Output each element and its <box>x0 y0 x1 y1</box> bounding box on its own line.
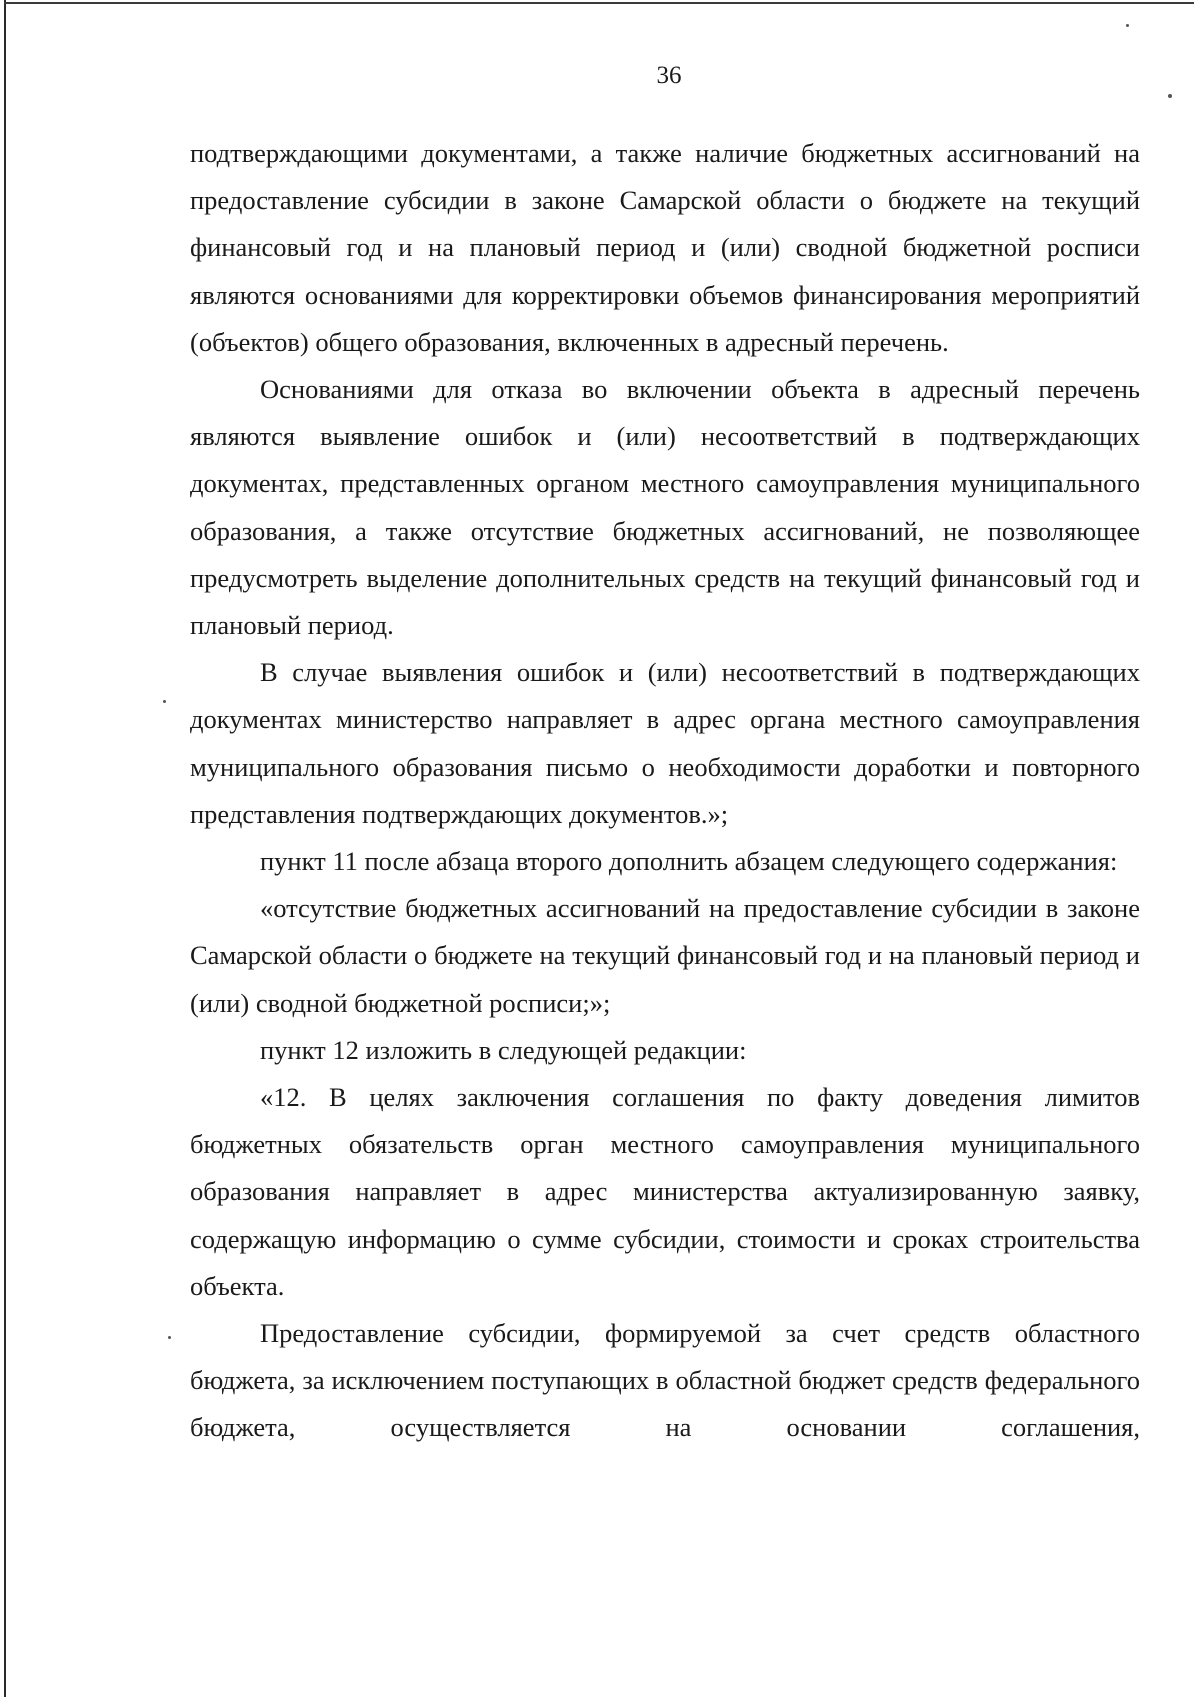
page-border-left <box>4 0 6 1697</box>
page-number: 36 <box>656 62 682 89</box>
paragraph-quote-absence: «отсутствие бюджетных ассигнований на предоставление субсидии в законе Самарской области о бюджете на текущий финансовый год и на плановый период и (или) сводной бюджетной росписи;»; <box>190 893 1140 1018</box>
paragraph-quote-12: «12. В целях заключения соглашения по факту доведения лимитов бюджетных обязательств орган местного самоуправления муниципального образования направляет в адрес министерства актуализированную заявку, содержащую информацию о сумме субсидии, стоимости и сроках строительства объекта. <box>190 1082 1140 1301</box>
paragraph-subsidy-provision: Предоставление субсидии, формируемой за счет средств областного бюджета, за исключением поступающих в областной бюджет средств федерального бюджета, осуществляется на основании соглашения, <box>190 1318 1140 1443</box>
scan-speck <box>163 700 166 703</box>
document-body <box>190 130 1140 1452</box>
paragraph-errors-case: В случае выявления ошибок и (или) несоответствий в подтверждающих документах министерство направляет в адрес органа местного самоуправления муниципального образования письмо о необходимости доработки и повторного представления подтверждающих документов.»; <box>190 657 1140 829</box>
scan-speck <box>168 1336 171 1339</box>
paragraph-item-12: пункт 12 изложить в следующей редакции: <box>260 1034 747 1065</box>
scan-speck <box>1168 94 1172 98</box>
page-border-top <box>4 2 1194 4</box>
paragraph-continuation: подтверждающими документами, а также наличие бюджетных ассигнований на предоставление субсидии в законе Самарской области о бюджете на текущий финансовый год и на плановый период и (или) сводной бюджетной росписи являются основаниями для корректировки объемов финансирования мероприятий (объектов) общего образования, включенных в адресный перечень. <box>190 138 1140 357</box>
paragraph-refusal-grounds: Основаниями для отказа во включении объекта в адресный перечень являются выявление ошибок и (или) несоответствий в подтверждающих документах, представленных органом местного самоуправления муниципального образования, а также отсутствие бюджетных ассигнований, не позволяющее предусмотреть выделение дополнительных средств на текущий финансовый год и плановый период. <box>190 374 1140 641</box>
paragraph-item-11: пункт 11 после абзаца второго дополнить абзацем следующего содержания: <box>260 846 1118 877</box>
scan-speck <box>1126 24 1129 27</box>
